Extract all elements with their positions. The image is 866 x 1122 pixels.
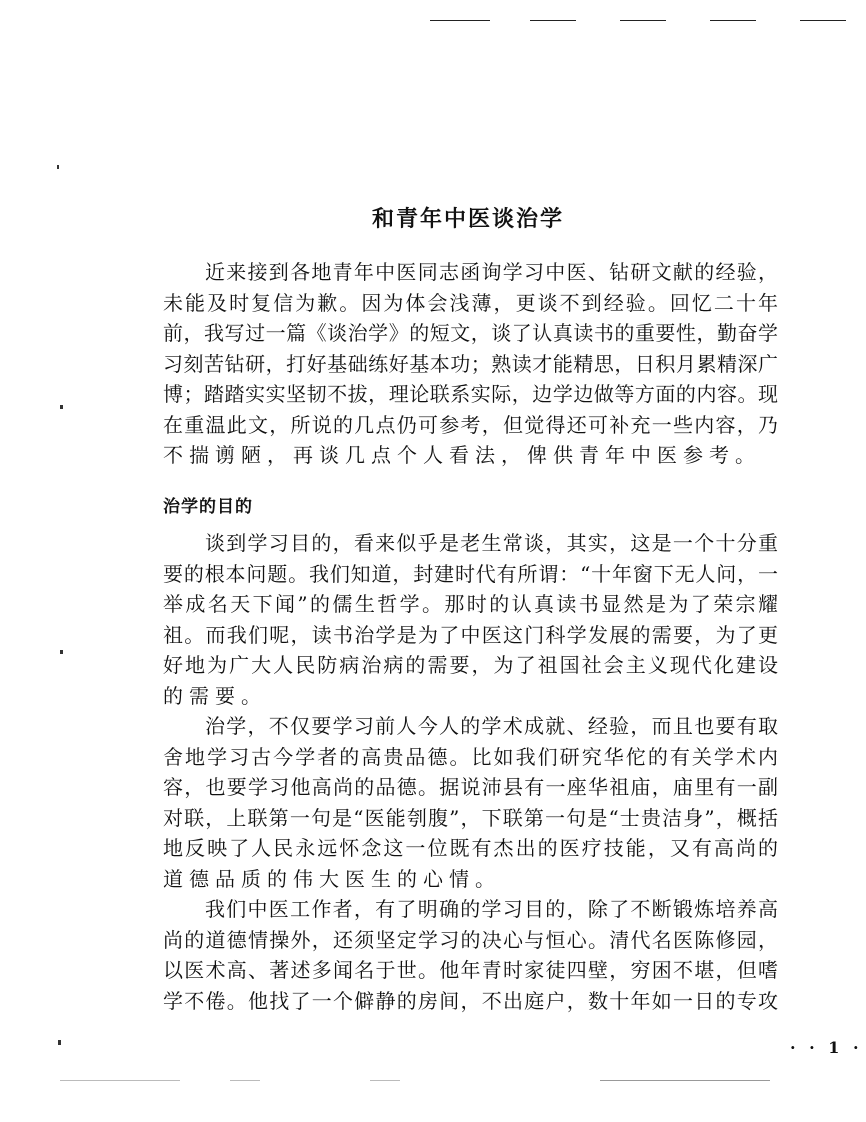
text-line: 未能及时复信为歉。因为体会浅薄，更谈不到经验。回忆二十年	[163, 290, 778, 315]
text-line: 祖。而我们呢，读书治学是为了中医这门科学发展的需要，为了更	[163, 622, 778, 647]
text-line: 谈到学习目的，看来似乎是老生常谈，其实，这是一个十分重	[205, 531, 778, 555]
scan-noise	[600, 1080, 770, 1081]
page-number: · · 1 ·	[790, 1038, 863, 1057]
scan-mark	[710, 20, 756, 21]
scan-speck	[60, 405, 63, 409]
scan-mark	[620, 20, 666, 21]
text-line: 我们中医工作者，有了明确的学习目的，除了不断锻炼培养高	[205, 897, 778, 921]
text-line: 道德品质的伟大医生的心情。	[163, 866, 501, 891]
scan-mark	[530, 20, 576, 21]
scan-mark	[800, 20, 846, 21]
article-title: 和青年中医谈治学	[371, 206, 564, 232]
paragraph	[163, 894, 778, 1016]
text-line: 地反映了人民永远怀念这一位既有杰出的医疗技能，又有高尚的	[163, 836, 778, 860]
text-line: 尚的道德情操外，还须坚定学习的决心与恒心。清代名医陈修园，	[163, 927, 778, 952]
scan-noise	[60, 1080, 180, 1081]
scan-speck	[58, 1040, 61, 1045]
text-line: 以医术高、著述多闻名于世。他年青时家徒四壁，穷困不堪，但嗜	[163, 958, 778, 982]
text-line: 举成名天下闻”的儒生哲学。那时的认真读书显然是为了荣宗耀	[163, 592, 778, 616]
paragraph	[163, 711, 778, 894]
text-line: 要的根本问题。我们知道，封建时代有所谓：“十年窗下无人问，一	[163, 561, 778, 586]
text-line: 舍地学习古今学者的高贵品德。比如我们研究华佗的有关学术内	[163, 744, 778, 769]
text-line: 习刻苦钻研，打好基础练好基本功；熟读才能精思，日积月累精深广	[163, 351, 778, 376]
text-line: 近来接到各地青年中医同志函询学习中医、钻研文献的经验，	[205, 260, 778, 284]
text-line: 对联，上联第一句是“医能刳腹”，下联第一句是“士贵洁身”，概括	[163, 805, 778, 830]
scan-speck	[60, 650, 63, 654]
paragraph	[163, 528, 778, 711]
text-line: 博；踏踏实实坚韧不拔，理论联系实际，边学边做等方面的内容。现	[163, 382, 778, 406]
text-line: 的需要。	[163, 683, 267, 708]
text-line: 前，我写过一篇《谈治学》的短文，谈了认真读书的重要性，勤奋学	[163, 321, 778, 345]
scan-noise	[370, 1080, 400, 1081]
text-line: 治学，不仅要学习前人今人的学术成就、经验，而且也要有取	[205, 714, 778, 738]
scan-speck	[57, 165, 59, 169]
text-line: 容，也要学习他高尚的品德。据说沛县有一座华祖庙，庙里有一副	[163, 775, 778, 799]
intro-paragraph	[163, 257, 778, 471]
text-line: 在重温此文，所说的几点仍可参考，但觉得还可补充一些内容，乃	[163, 412, 778, 437]
scan-mark	[430, 20, 490, 21]
section-heading: 治学的目的	[163, 497, 253, 517]
scan-noise	[230, 1080, 260, 1081]
text-line: 好地为广大人民防病治病的需要，为了祖国社会主义现代化建设	[163, 653, 778, 677]
text-line: 不揣谫陋，再谈几点个人看法，俾供青年中医参考。	[163, 443, 761, 467]
text-line: 学不倦。他找了一个僻静的房间，不出庭户，数十年如一日的专攻	[163, 988, 778, 1013]
